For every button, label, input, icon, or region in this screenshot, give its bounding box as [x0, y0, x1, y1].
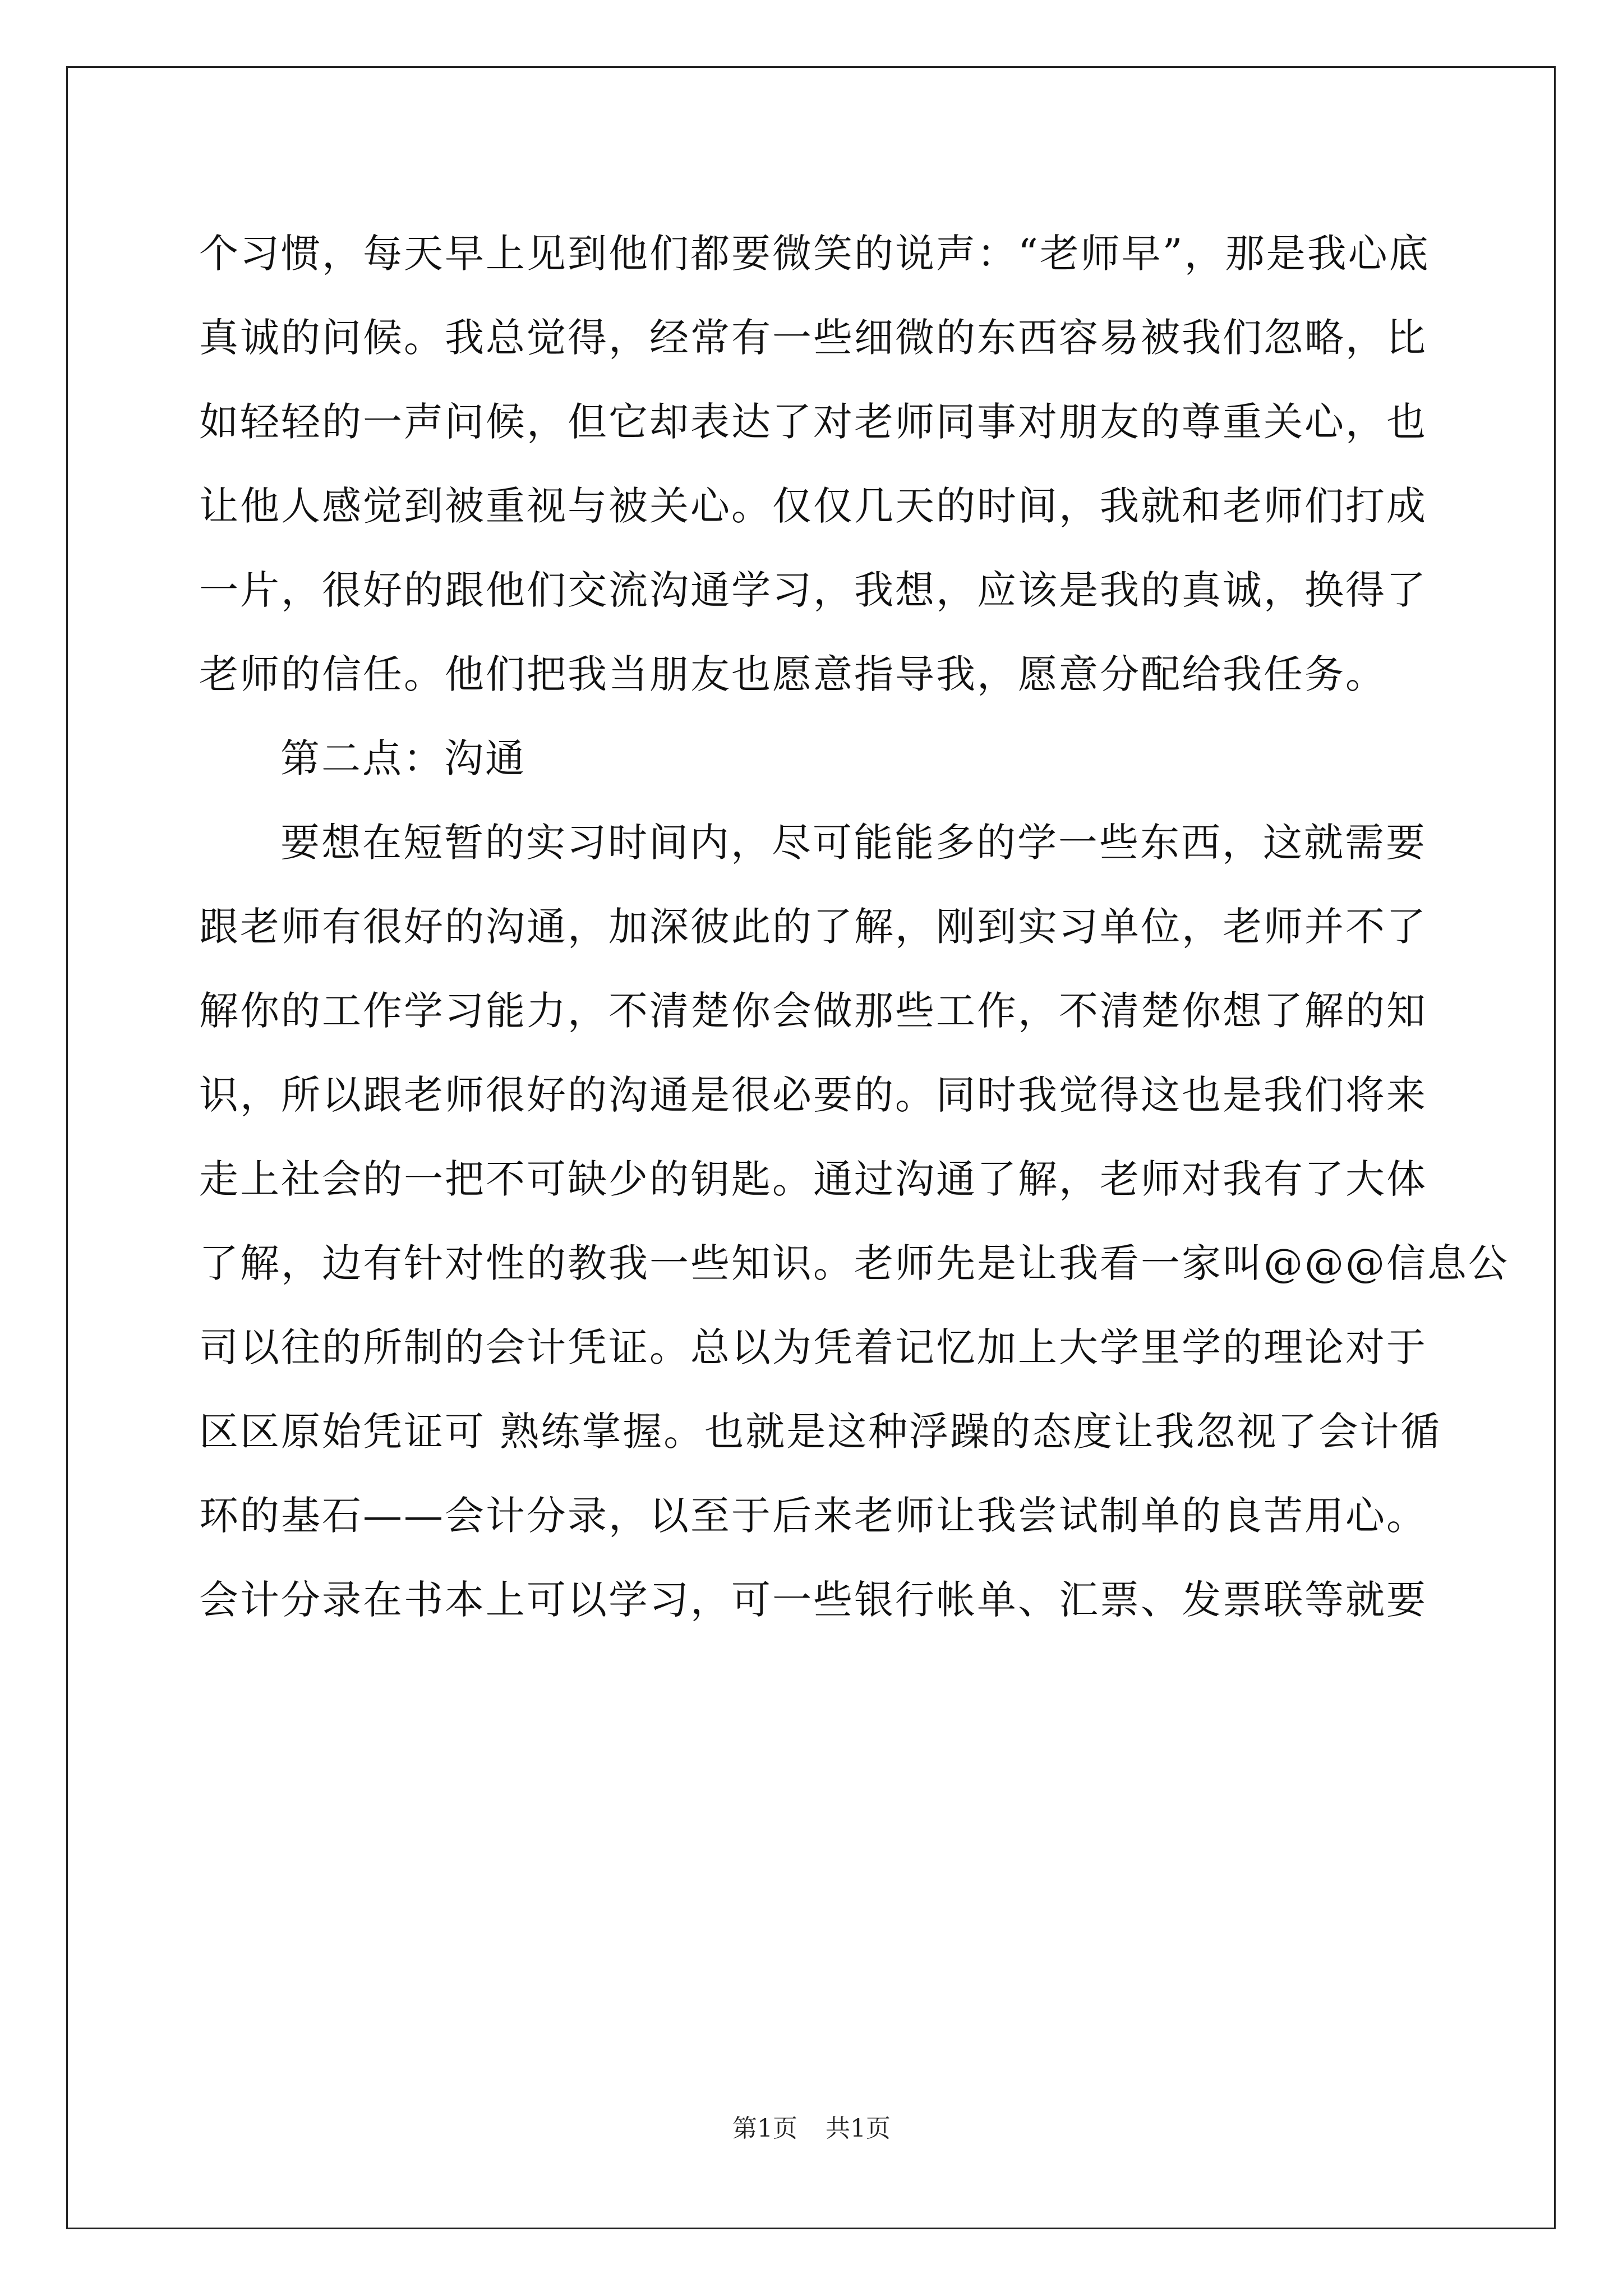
text-line: 老师的信任。他们把我当朋友也愿意指导我，愿意分配给我任务。 — [199, 651, 1386, 697]
page-border — [66, 66, 1556, 2229]
text-line: 让他人感觉到被重视与被关心。仅仅几天的时间，我就和老师们打成 — [199, 483, 1427, 529]
text-line: 解你的工作学习能力，不清楚你会做那些工作，不清楚你想了解的知 — [199, 988, 1427, 1034]
text-line: 区区原始凭证可 熟练掌握。也就是这种浮躁的态度让我忽视了会计循 — [199, 1409, 1442, 1455]
text-line: 走上社会的一把不可缺少的钥匙。通过沟通了解，老师对我有了大体 — [199, 1156, 1427, 1202]
text-line: 会计分录在书本上可以学习，可一些银行帐单、汇票、发票联等就要 — [199, 1577, 1427, 1623]
page-number-total: 共1页 — [826, 2114, 891, 2143]
text-line: 司以往的所制的会计凭证。总以为凭着记忆加上大学里学的理论对于 — [199, 1324, 1427, 1370]
text-line: 环的基石——会计分录，以至于后来老师让我尝试制单的良苦用心。 — [199, 1493, 1427, 1539]
text-line: 要想在短暂的实习时间内，尽可能能多的学一些东西，这就需要 — [280, 820, 1427, 866]
section-heading: 第二点：沟通 — [280, 735, 526, 781]
text-line: 如轻轻的一声问候，但它却表达了对老师同事对朋友的尊重关心，也 — [199, 399, 1427, 445]
text-line: 真诚的问候。我总觉得，经常有一些细微的东西容易被我们忽略，比 — [199, 315, 1427, 361]
text-line: 个习惯，每天早上见到他们都要微笑的说声：“老师早”，那是我心底 — [199, 231, 1430, 277]
text-line: 跟老师有很好的沟通，加深彼此的了解，刚到实习单位，老师并不了 — [199, 904, 1427, 950]
page-number-current: 第1页 — [732, 2114, 797, 2143]
text-line: 了解，边有针对性的教我一些知识。老师先是让我看一家叫@@@信息公 — [199, 1240, 1509, 1286]
text-line: 识，所以跟老师很好的沟通是很必要的。同时我觉得这也是我们将来 — [199, 1072, 1427, 1118]
text-line: 一片，很好的跟他们交流沟通学习，我想，应该是我的真诚，换得了 — [199, 567, 1427, 613]
page-footer — [0, 2115, 1623, 2143]
